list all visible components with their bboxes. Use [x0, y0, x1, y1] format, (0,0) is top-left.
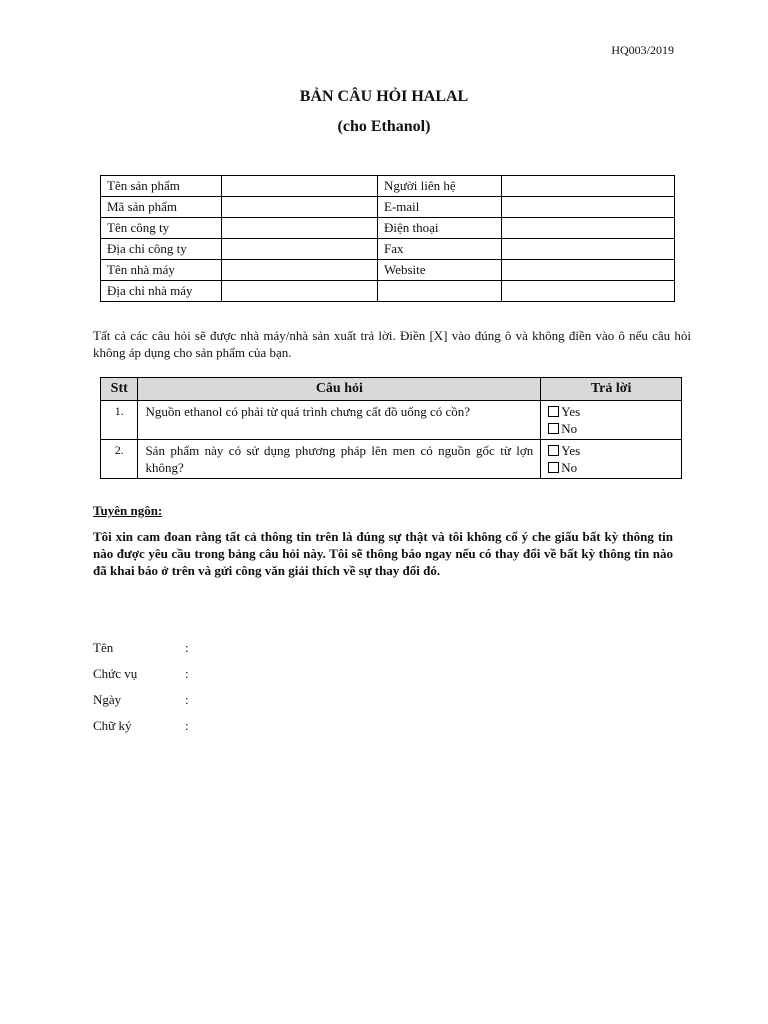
signature-separator: : [185, 692, 189, 707]
signature-label: Tên [93, 640, 114, 655]
info-label: E-mail [378, 197, 502, 218]
declaration-text: Tôi xin cam đoan rằng tất cả thông tin trên là đúng sự thật và tôi không cố ý che giấu bất kỳ thông tin nào được yêu cầu trong bảng câu hỏi này. Tôi sẽ thông báo ngay nếu có thay đổi về bất kỳ thông tin nào đã khai báo ở trên và gửi công văn giải thích về sự thay đổi đó. [93, 529, 673, 578]
answer-option-no[interactable] [548, 459, 674, 476]
info-table [100, 175, 675, 302]
instruction-text: Tất cả các câu hỏi sẽ được nhà máy/nhà sản xuất trả lời. Điền [X] vào đúng ô và không điền vào ô nếu câu hỏi không áp dụng cho sản phẩm của bạn. [93, 328, 691, 360]
answer-option-no[interactable] [548, 420, 674, 437]
header-stt: Stt [101, 378, 138, 401]
option-label: No [561, 421, 578, 436]
header-answer: Trả lời [541, 378, 682, 401]
signature-separator: : [185, 666, 189, 681]
info-value[interactable] [502, 260, 675, 281]
info-label: Địa chỉ nhà máy [101, 281, 222, 302]
info-value[interactable] [222, 239, 378, 260]
info-value[interactable] [502, 176, 675, 197]
signature-field-position [93, 666, 189, 682]
declaration-heading: Tuyên ngôn: [93, 503, 163, 518]
info-label [378, 281, 502, 302]
checkbox-icon[interactable] [548, 462, 559, 473]
question-text: Sản phẩm này có sử dụng phương pháp lên men có nguồn gốc từ lợn không? [138, 440, 541, 479]
question-text: Nguồn ethanol có phải từ quá trình chưng cất đồ uống có cồn? [138, 401, 541, 440]
info-label: Website [378, 260, 502, 281]
info-row [101, 260, 675, 281]
info-label: Người liên hệ [378, 176, 502, 197]
question-number: 1. [101, 401, 138, 440]
info-label: Địa chỉ công ty [101, 239, 222, 260]
option-label: Yes [561, 443, 581, 458]
question-row [101, 401, 682, 440]
document-title: BẢN CÂU HỎI HALAL [299, 88, 469, 105]
signature-field-date [93, 692, 189, 708]
answer-option-yes[interactable] [548, 403, 674, 420]
option-label: No [561, 460, 578, 475]
answer-options [541, 440, 682, 479]
signature-label: Chữ ký [93, 718, 132, 733]
info-row [101, 218, 675, 239]
info-value[interactable] [222, 197, 378, 218]
signature-separator: : [185, 640, 189, 655]
answer-options [541, 401, 682, 440]
answer-option-yes[interactable] [548, 442, 674, 459]
info-value[interactable] [502, 281, 675, 302]
signature-separator: : [185, 718, 189, 733]
signature-field-signature [93, 718, 189, 734]
signature-field-name [93, 640, 189, 656]
info-value[interactable] [502, 218, 675, 239]
signature-label: Chức vụ [93, 666, 138, 681]
checkbox-icon[interactable] [548, 406, 559, 417]
signature-label: Ngày [93, 692, 122, 707]
question-row [101, 440, 682, 479]
info-row [101, 197, 675, 218]
info-label: Fax [378, 239, 502, 260]
info-row [101, 239, 675, 260]
info-value[interactable] [222, 281, 378, 302]
info-value[interactable] [502, 197, 675, 218]
info-value[interactable] [222, 218, 378, 239]
header-question: Câu hỏi [138, 378, 541, 401]
checkbox-icon[interactable] [548, 423, 559, 434]
info-label: Tên nhà máy [101, 260, 222, 281]
checkbox-icon[interactable] [548, 445, 559, 456]
document-subtitle: (cho Ethanol) [337, 118, 431, 135]
info-value[interactable] [222, 260, 378, 281]
info-label: Điện thoại [378, 218, 502, 239]
question-number: 2. [101, 440, 138, 479]
option-label: Yes [561, 404, 581, 419]
question-table-header [101, 378, 682, 401]
info-value[interactable] [502, 239, 675, 260]
info-row [101, 281, 675, 302]
question-table [100, 377, 682, 479]
info-label: Tên công ty [101, 218, 222, 239]
info-label: Mã sản phẩm [101, 197, 222, 218]
info-row [101, 176, 675, 197]
info-label: Tên sản phẩm [101, 176, 222, 197]
info-value[interactable] [222, 176, 378, 197]
document-id: HQ003/2019 [611, 43, 674, 57]
